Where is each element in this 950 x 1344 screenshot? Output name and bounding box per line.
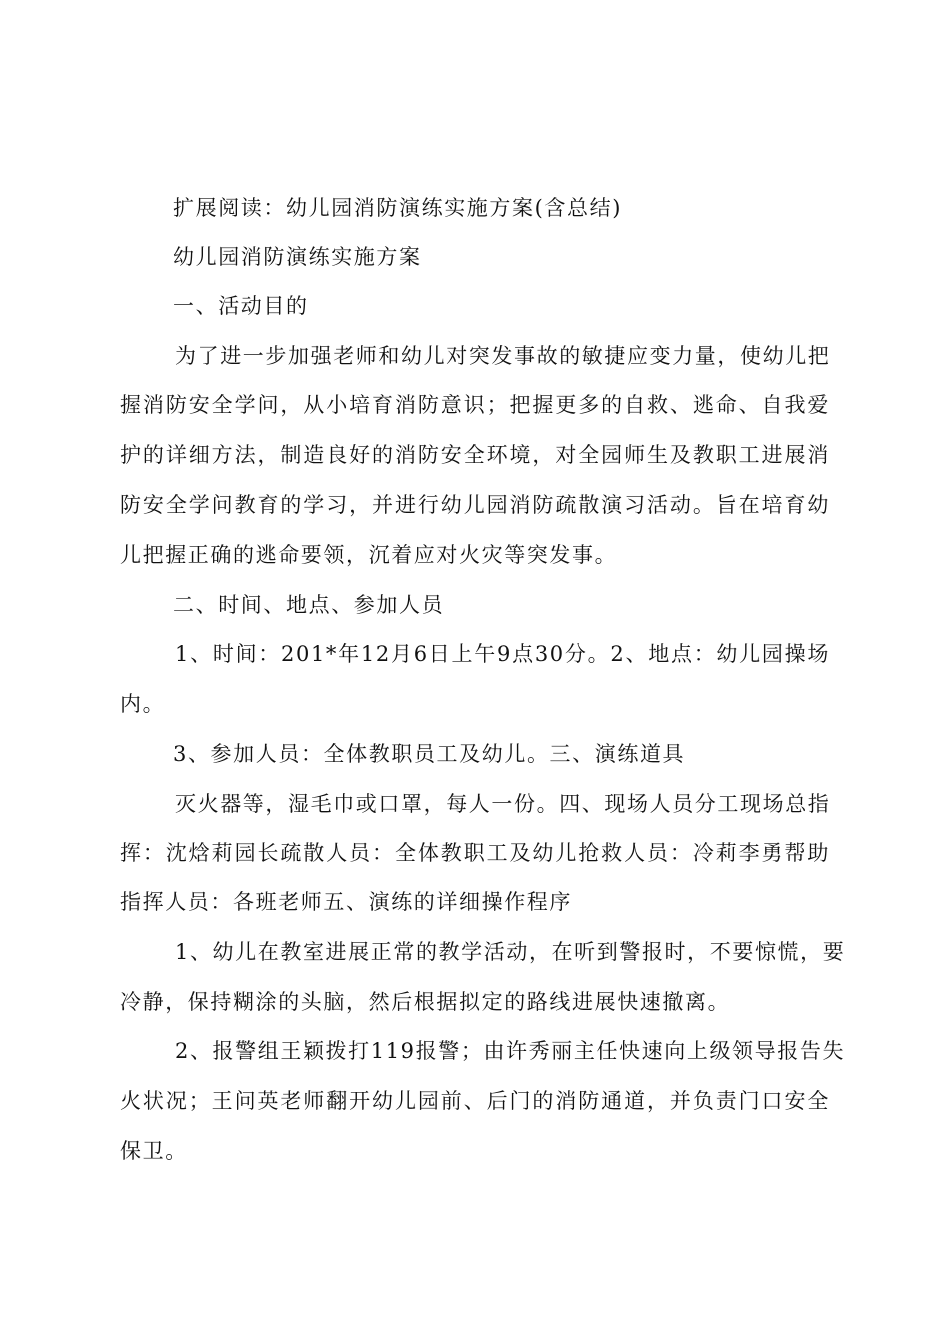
paragraph-line: 1、时间：201*年12月6日上午9点30分。2、地点：幼儿园操场: [175, 642, 830, 666]
paragraph-line: 保卫。: [120, 1139, 188, 1163]
paragraph-line: 儿把握正确的逃命要领，沉着应对火灾等突发事。: [120, 543, 618, 567]
section-heading-purpose: 一、活动目的: [173, 294, 309, 318]
paragraph-line: 为了进一步加强老师和幼儿对突发事故的敏捷应变力量，使幼儿把: [175, 344, 831, 368]
section-heading-time-place: 二、时间、地点、参加人员: [173, 593, 445, 617]
document-title: 幼儿园消防演练实施方案: [173, 245, 422, 269]
paragraph-line: 指挥人员：各班老师五、演练的详细操作程序: [120, 890, 572, 914]
paragraph-line: 护的详细方法，制造良好的消防安全环境，对全园师生及教职工进展消: [120, 443, 830, 467]
paragraph-line: 火状况；王问英老师翻开幼儿园前、后门的消防通道，并负责门口安全: [120, 1089, 830, 1113]
paragraph-line: 握消防安全学问，从小培育消防意识；把握更多的自救、逃命、自我爱: [120, 393, 830, 417]
paragraph-line: 冷静，保持糊涂的头脑，然后根据拟定的路线进展快速撤离。: [120, 990, 731, 1014]
paragraph-line: 1、幼儿在教室进展正常的教学活动，在听到警报时，不要惊慌，要: [175, 940, 846, 964]
paragraph-line: 内。: [120, 692, 166, 716]
paragraph-line: 3、参加人员：全体教职员工及幼儿。三、演练道具: [173, 742, 686, 766]
paragraph-line: 灭火器等，湿毛巾或口罩，每人一份。四、现场人员分工现场总指: [175, 792, 831, 816]
paragraph-line: 挥：沈焓莉园长疏散人员：全体教职工及幼儿抢救人员：冷莉李勇帮助: [120, 841, 830, 865]
paragraph-line: 2、报警组王颖拨打119报警；由许秀丽主任快速向上级领导报告失: [175, 1039, 846, 1063]
extended-reading-heading: 扩展阅读：幼儿园消防演练实施方案(含总结): [173, 196, 622, 220]
paragraph-line: 防安全学问教育的学习，并进行幼儿园消防疏散演习活动。旨在培育幼: [120, 493, 830, 517]
